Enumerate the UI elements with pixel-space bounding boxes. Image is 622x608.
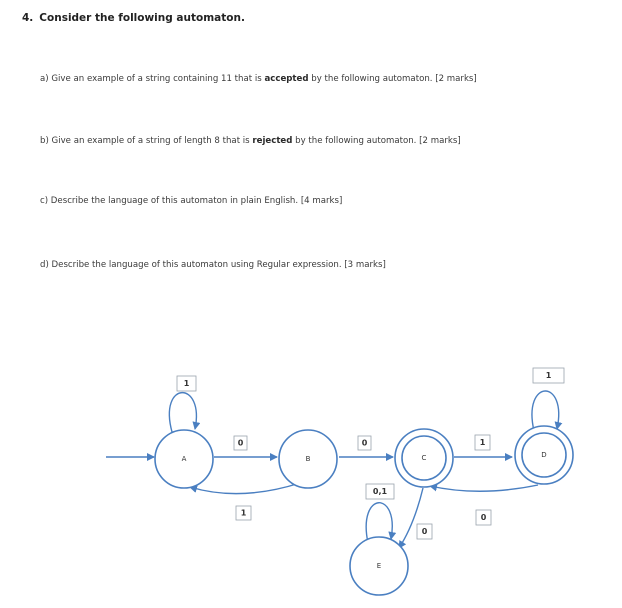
label-a-self — [177, 376, 196, 391]
edge-a-self — [169, 393, 196, 432]
part-a-after: by the following automaton. [2 marks] — [308, 74, 477, 84]
svg-text:1: 1 — [183, 379, 190, 388]
part-b-bold: rejected — [252, 136, 293, 146]
svg-text:1: 1 — [479, 438, 486, 447]
part-b-after: by the following automaton. [2 marks] — [292, 136, 461, 146]
state-a — [155, 430, 213, 488]
edge-d-self — [532, 391, 559, 431]
state-d — [515, 426, 573, 484]
label-c-to-e — [366, 484, 394, 499]
svg-text:1: 1 — [240, 508, 247, 518]
svg-text:0: 0 — [237, 438, 244, 448]
state-c — [395, 429, 453, 487]
edge-d-to-c — [430, 485, 538, 491]
label-e-self — [417, 524, 432, 539]
state-d-label: D — [541, 451, 547, 459]
state-b-label: B — [305, 455, 311, 463]
part-a-bold: accepted — [264, 74, 309, 84]
edge-b-to-a — [190, 483, 300, 494]
svg-text:0: 0 — [361, 438, 368, 448]
part-c-text: c) Describe the language of this automaton in plain English. [4 marks] — [40, 196, 343, 206]
label-c-to-d — [475, 435, 490, 450]
svg-text:1: 1 — [545, 371, 552, 380]
question-number: 4. — [22, 12, 34, 24]
svg-text:0: 0 — [480, 513, 487, 522]
part-b-before: b) Give an example of a string of length 8 that is — [40, 136, 253, 146]
state-c-label: C — [421, 454, 427, 462]
part-d-text: d) Describe the language of this automaton using Regular expression. [3 marks] — [40, 260, 386, 270]
question-title: Consider the following automaton. — [39, 12, 245, 24]
label-b-to-a — [236, 506, 251, 520]
label-a-to-b — [234, 436, 247, 450]
state-e — [350, 537, 408, 595]
label-d-self — [533, 368, 564, 383]
svg-text:0: 0 — [421, 527, 428, 536]
label-b-to-c — [358, 436, 371, 450]
svg-text:0,1: 0,1 — [372, 487, 388, 496]
state-b — [279, 430, 337, 488]
part-a-before: a) Give an example of a string containing 11 that is — [40, 74, 265, 84]
label-d-to-c — [476, 510, 491, 525]
state-e-label: E — [376, 562, 382, 570]
state-a-label: A — [181, 455, 187, 463]
